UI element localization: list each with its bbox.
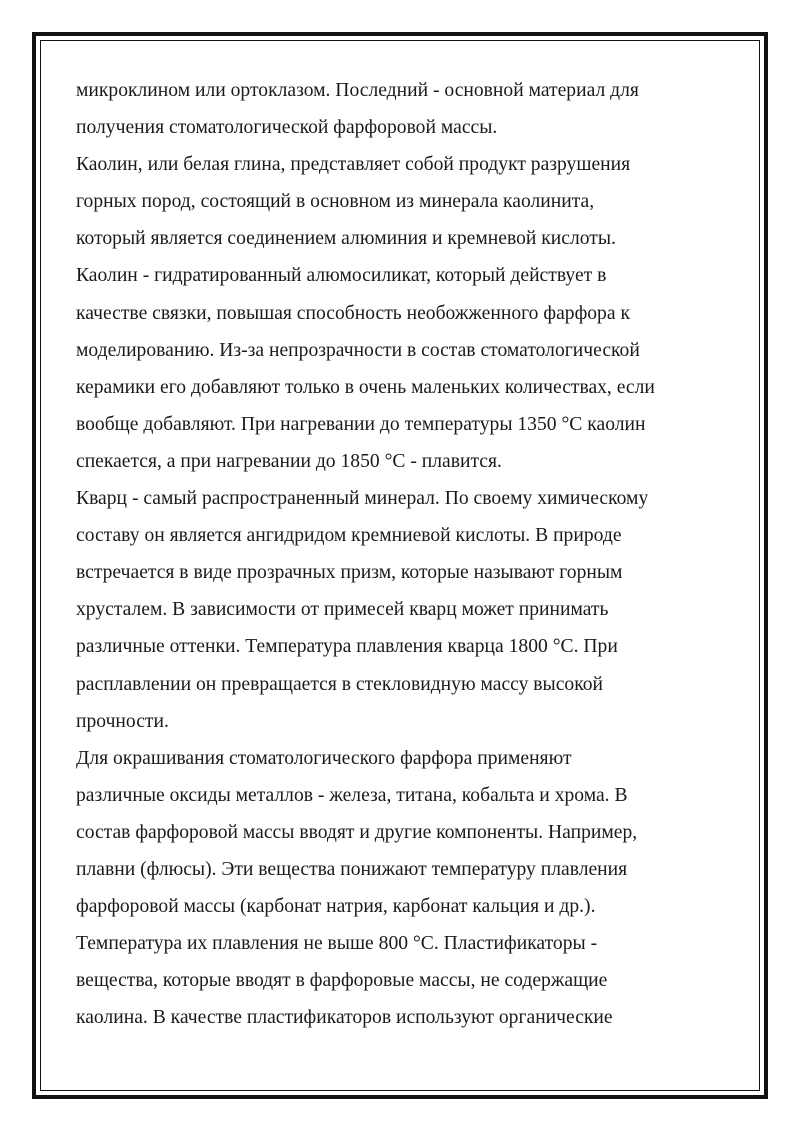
- text-line: моделированию. Из-за непрозрачности в состав стоматологической: [76, 339, 640, 361]
- text-line: получения стоматологической фарфоровой массы.: [76, 117, 498, 139]
- document-body-text: [76, 72, 736, 1036]
- text-line: который является соединением алюминия и кремневой кислоты.: [76, 228, 616, 250]
- text-line: каолина. В качестве пластификаторов используют органические: [76, 1007, 613, 1029]
- text-line: Температура их плавления не выше 800 °С. Пластификаторы -: [76, 933, 598, 955]
- text-line: расплавлении он превращается в стекловидную массу высокой: [76, 673, 604, 695]
- text-line: плавни (флюсы). Эти вещества понижают температуру плавления: [76, 858, 628, 880]
- text-line: микроклином или ортоклазом. Последний - основной материал для: [76, 80, 639, 101]
- text-line: Каолин, или белая глина, представляет собой продукт разрушения: [76, 154, 631, 176]
- text-line: составу он является ангидридом кремниевой кислоты. В природе: [76, 525, 622, 547]
- text-line: вещества, которые вводят в фарфоровые массы, не содержащие: [76, 970, 608, 992]
- text-line: различные оксиды металлов - железа, титана, кобальта и хрома. В: [76, 784, 628, 806]
- text-line: различные оттенки. Температура плавления кварца 1800 °С. При: [76, 636, 618, 658]
- text-line: встречается в виде прозрачных призм, которые называют горным: [76, 562, 623, 584]
- text-line: вообще добавляют. При нагревании до температуры 1350 °С каолин: [76, 413, 646, 435]
- text-line: Для окрашивания стоматологического фарфора применяют: [76, 747, 572, 769]
- text-line: спекается, а при нагревании до 1850 °С - плавится.: [76, 450, 502, 472]
- text-line: фарфоровой массы (карбонат натрия, карбонат кальция и др.).: [76, 896, 596, 918]
- text-line: горных пород, состоящий в основном из минерала каолинита,: [76, 191, 595, 213]
- text-line: состав фарфоровой массы вводят и другие компоненты. Например,: [76, 821, 638, 843]
- text-line: Каолин - гидратированный алюмосиликат, который действует в: [76, 265, 607, 287]
- text-line: качестве связки, повышая способность необожженного фарфора к: [76, 302, 630, 324]
- text-line: Кварц - самый распространенный минерал. По своему химическому: [76, 488, 649, 510]
- text-line: хрусталем. В зависимости от примесей кварц может принимать: [76, 599, 609, 621]
- text-line: прочности.: [76, 710, 169, 732]
- text-line: керамики его добавляют только в очень маленьких количествах, если: [76, 376, 655, 398]
